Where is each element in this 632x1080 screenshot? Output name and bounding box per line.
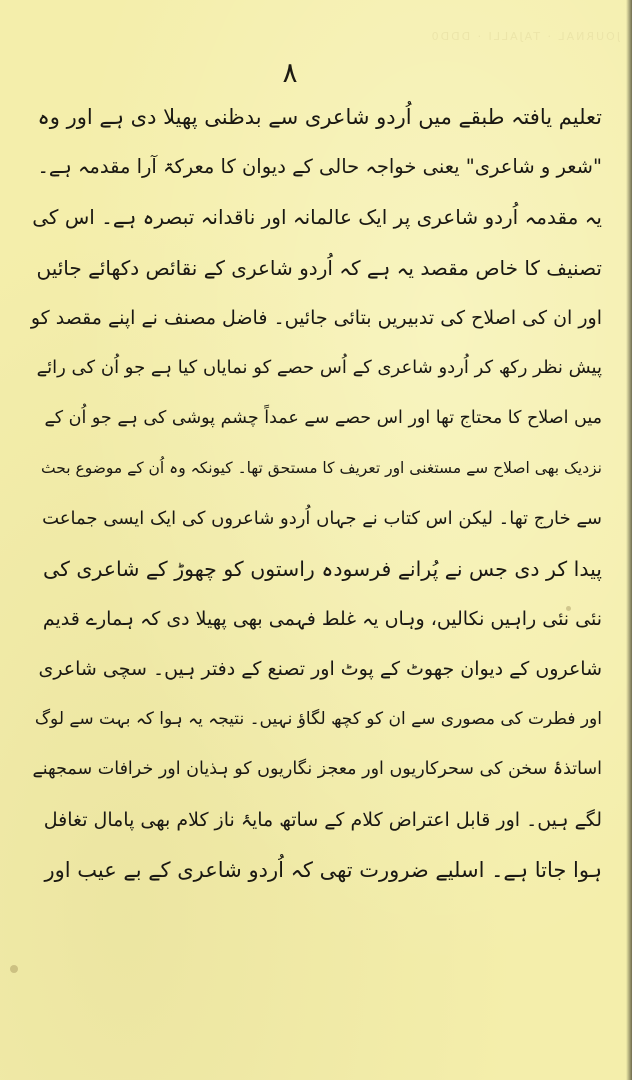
text-line: "شعر و شاعری" یعنی خواجہ حالی کے دیوان کا معرکۃ آرا مقدمہ ہے۔ [37, 155, 602, 179]
paper-stain [566, 606, 571, 611]
bleed-through-text: JOURNAL · TAJALLI · DDD0 [429, 30, 620, 43]
text-line: شاعروں کے دیوان جھوٹ کے پوٹ اور تصنع کے دفتر ہیں۔ سچی شاعری [38, 658, 602, 681]
text-line: اساتذۂ سخن کی سحرکاریوں اور معجز نگاریوں کو ہذیان اور خرافات سمجھنے [32, 759, 602, 780]
text-line: اور فطرت کی مصوری سے ان کو کچھ لگاؤ نہیں۔ نتیجہ یہ ہوا کہ بہت سے لوگ [34, 709, 602, 730]
text-line: لگے ہیں۔ اور قابل اعتراض کلام کے ساتھ مایۂ ناز کلام بھی پامال تغافل [43, 808, 602, 831]
page-number: ۸ [282, 56, 298, 89]
body-text [30, 92, 602, 895]
text-line: تعلیم یافتہ طبقے میں اُردو شاعری سے بدظنی پھیلا دی ہے اور وہ [37, 105, 602, 129]
text-line: پیش نظر رکھ کر اُردو شاعری کے اُس حصے کو نمایاں کیا ہے جو اُن کی رائے [36, 356, 602, 378]
text-line: نئی نئی راہیں نکالیں، وہاں یہ غلط فہمی بھی پھیلا دی کہ ہمارے قدیم [42, 607, 602, 630]
text-line: تصنیف کا خاص مقصد یہ ہے کہ اُردو شاعری کے نقائص دکھائے جائیں [36, 255, 602, 280]
text-line: ہوا جاتا ہے۔ اسلیے ضرورت تھی کہ اُردو شاعری کے بے عیب اور [44, 857, 602, 882]
paper-stain [10, 965, 18, 973]
text-line: میں اصلاح کا محتاج تھا اور اس حصے سے عمداً چشم پوشی کی ہے جو اُن کے [44, 408, 602, 429]
text-line: اور ان کی اصلاح کی تدبیریں بتائی جائیں۔ فاضل مصنف نے اپنے مقصد کو [30, 306, 602, 329]
text-line: یہ مقدمہ اُردو شاعری پر ایک عالمانہ اور ناقدانہ تبصرہ ہے۔ اس کی [32, 205, 602, 230]
text-line: پیدا کر دی جس نے پُرانے فرسودہ راستوں کو چھوڑ کے شاعری کی [43, 556, 602, 581]
text-line: نزدیک بھی اصلاح سے مستغنی اور تعریف کا مستحق تھا۔ کیونکہ وہ اُن کے موضوع بحث [41, 459, 602, 478]
text-line: سے خارج تھا۔ لیکن اس کتاب نے جہاں اُردو شاعروں کی ایک ایسی جماعت [42, 507, 602, 529]
